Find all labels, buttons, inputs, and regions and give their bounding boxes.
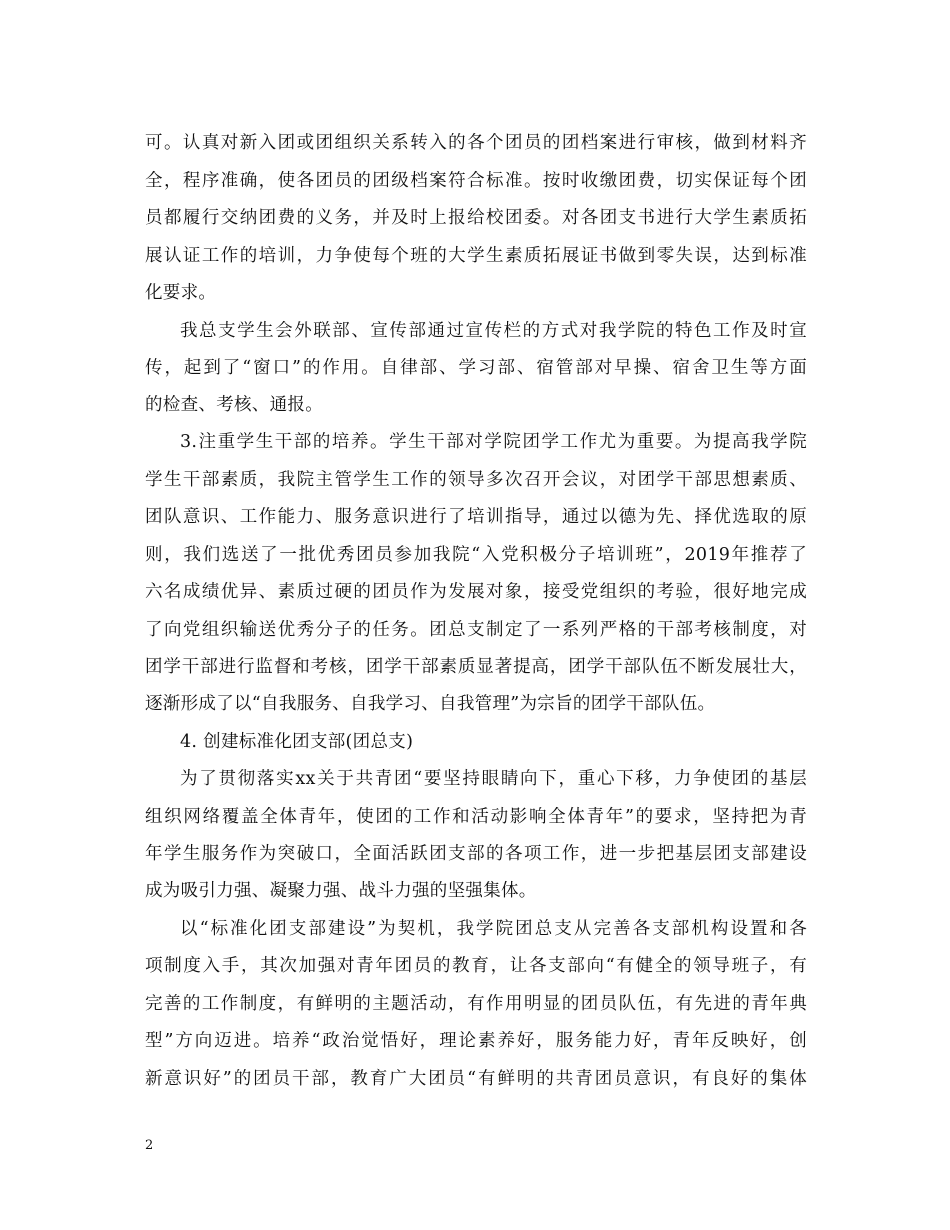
- text-line: 年学生服务作为突破口，全面活跃团支部的各项工作，进一步把基层团支部建设: [145, 844, 807, 864]
- text-line: 的检查、考核、通报。: [145, 395, 323, 415]
- text-line: 则，我们选送了一批优秀团员参加我院“入党积极分子培训班”，2019年推荐了: [145, 545, 807, 565]
- text-line: 学生干部素质，我院主管学生工作的领导多次召开会议，对团学干部思想素质、: [145, 470, 807, 490]
- text-line: 逐渐形成了以“自我服务、自我学习、自我管理”为宗旨的团学干部队伍。: [145, 694, 716, 714]
- text-line: 员都履行交纳团费的义务，并及时上报给校团委。对各团支书进行大学生素质拓: [145, 208, 807, 228]
- text-line: 团队意识、工作能力、服务意识进行了培训指导，通过以德为先、择优选取的原: [145, 507, 807, 527]
- text-line: 3.注重学生干部的培养。学生干部对学院团学工作尤为重要。为提高我学院: [180, 432, 807, 452]
- page-number: 2: [145, 1138, 154, 1153]
- text-line: 成为吸引力强、凝聚力强、战斗力强的坚强集体。: [145, 881, 537, 901]
- text-line: 团学干部进行监督和考核，团学干部素质显著提高，团学干部队伍不断发展壮大，: [145, 657, 807, 677]
- text-line: 展认证工作的培训，力争使每个班的大学生素质拓展证书做到零失误，达到标准: [145, 246, 807, 266]
- text-line: 传，起到了“窗口”的作用。自律部、学习部、宿管部对早操、宿舍卫生等方面: [145, 358, 807, 378]
- text-line: 全，程序准确，使各团员的团级档案符合标准。按时收缴团费，切实保证每个团: [145, 171, 807, 191]
- text-line: 可。认真对新入团或团组织关系转入的各个团员的团档案进行审核，做到材料齐: [145, 133, 807, 153]
- text-line: 以“标准化团支部建设”为契机，我学院团总支从完善各支部机构设置和各: [180, 919, 807, 939]
- text-line: 为了贯彻落实xx关于共青团“要坚持眼睛向下，重心下移，力争使团的基层: [180, 769, 807, 789]
- text-line: 组织网络覆盖全体青年，使团的工作和活动影响全体青年”的要求，坚持把为青: [145, 807, 807, 827]
- text-line: 新意识好”的团员干部，教育广大团员“有鲜明的共青团员意识，有良好的集体: [145, 1069, 807, 1089]
- text-line: 完善的工作制度，有鲜明的主题活动，有作用明显的团员队伍，有先进的青年典: [145, 994, 807, 1014]
- text-line: 了向党组织输送优秀分子的任务。团总支制定了一系列严格的干部考核制度，对: [145, 620, 807, 640]
- text-line: 我总支学生会外联部、宣传部通过宣传栏的方式对我学院的特色工作及时宣: [180, 321, 807, 341]
- text-line: 六名成绩优异、素质过硬的团员作为发展对象，接受党组织的考验，很好地完成: [145, 582, 807, 602]
- text-line: 化要求。: [145, 283, 217, 303]
- text-line: 型”方向迈进。培养“政治觉悟好，理论素养好，服务能力好，青年反映好，创: [145, 1031, 807, 1051]
- text-line: 项制度入手，其次加强对青年团员的教育，让各支部向“有健全的领导班子，有: [145, 956, 807, 976]
- section-heading: 4. 创建标准化团支部(团总支): [180, 732, 414, 752]
